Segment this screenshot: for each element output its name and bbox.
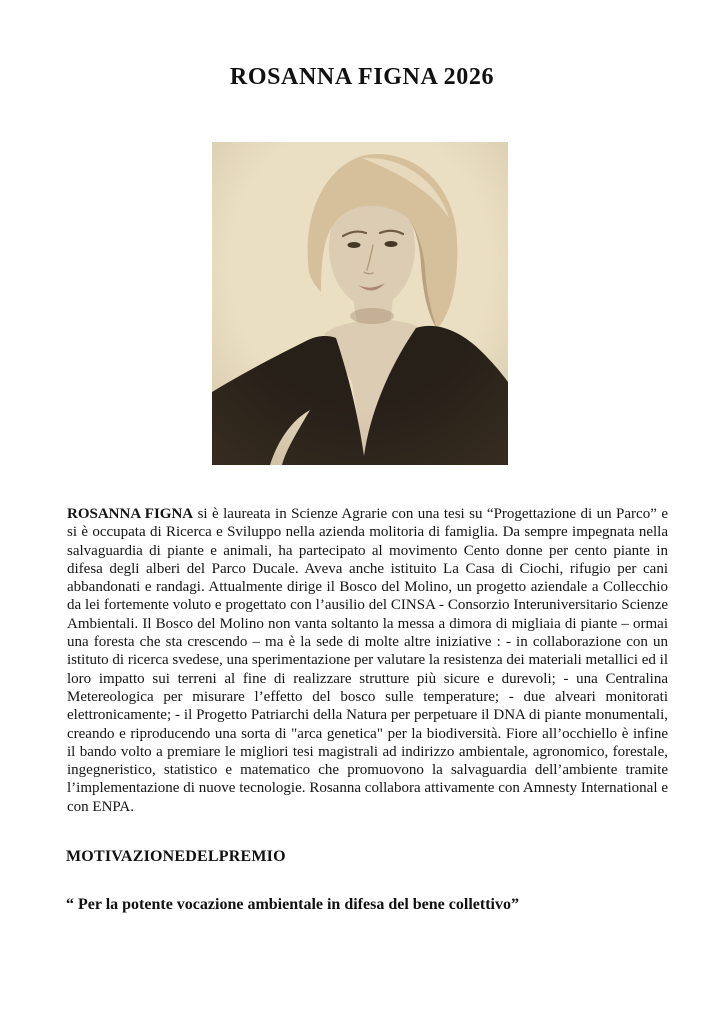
portrait-photo [212,142,508,465]
bio-text: si è laureata in Scienze Agrarie con una tesi su “Progettazione di un Parco” e si è occupata di Ricerca e Sviluppo nella azienda molitoria di famiglia. Da sempre impegnata nella salvaguardia di piante e animali, ha partecipato al movimento Cento donne per cento piante in difesa degli alberi del Parco Ducale. Aveva anche istituito La Casa di Ciochi, rifugio per cani abbandonati e randagi. Attualmente dirige il Bosco del Molino, un progetto aziendale a Collecchio da lei fortemente voluto e progettato con l’ausilio del CINSA - Consorzio Interuniversitario Scienze Ambientali. Il Bosco del Molino non vanta soltanto la messa a dimora di migliaia di piante – ormai una foresta che sta crescendo – ma è la sede di molte altre iniziative : - in collaborazione con un istituto di ricerca svedese, una sperimentazione per valutare la resistenza dei materiali metallici ed il loro impatto sui terreni al fine di realizzare strutture più sicure e durevoli; - una Centralina Metereologica per misurare l’effetto del bosco sulle temperature; - due alveari monitorati elettronicamente; - il Progetto Patriarchi della Natura per perpetuare il DNA di piante monumentali, creando e riproducendo una sorta di "arca genetica" per la biodiversità. Fiore all’occhiello è infine il bando volto a premiare le migliori tesi magistrali ad indirizzo ambientale, agronomico, forestale, ingegneristico, statistico e matematico che promuovono la salvaguardia dell’ambiente tramite l’implementazione di nuove tecnologie. Rosanna collabora attivamente con Amnesty International e con ENPA. [67,506,668,815]
portrait-photo-svg [212,142,508,465]
motivation-quote: “ Per la potente vocazione ambientale in difesa del bene collettivo” [66,896,519,913]
photo-vignette [212,142,508,465]
bio-paragraph [67,505,668,816]
page-title: ROSANNA FIGNA 2026 [229,64,495,90]
motivation-heading: MOTIVAZIONEDELPREMIO [66,848,286,865]
bio-lead: ROSANNA FIGNA [67,506,194,522]
